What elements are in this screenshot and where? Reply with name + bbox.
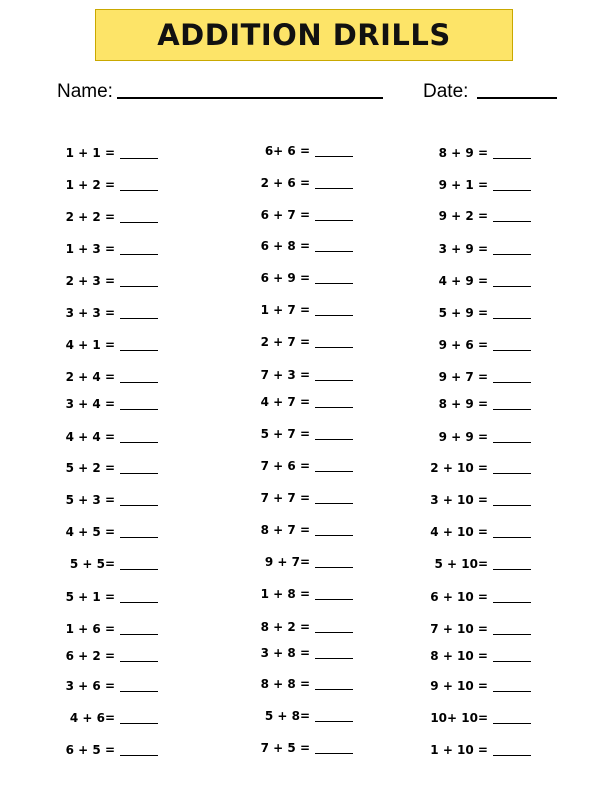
answer-blank[interactable] [120, 634, 158, 635]
answer-blank[interactable] [493, 221, 531, 222]
problem-text: 3 + 3 = [65, 306, 115, 320]
problem-text: 10+ 10= [430, 711, 488, 725]
problem-text: 1 + 2 = [65, 178, 115, 192]
name-label: Name: [57, 81, 113, 102]
answer-blank[interactable] [493, 473, 531, 474]
problem-item [66, 396, 158, 412]
answer-blank[interactable] [315, 721, 353, 722]
problem-item [261, 367, 353, 383]
answer-blank[interactable] [493, 505, 531, 506]
problem-item [66, 678, 158, 694]
problem-item [261, 207, 353, 223]
problem-text: 6 + 8 = [260, 239, 310, 253]
problem-text: 8 + 7 = [260, 523, 310, 537]
problem-text: 1 + 3 = [65, 242, 115, 256]
problem-text: 2 + 6 = [260, 176, 310, 190]
problem-text: 5 + 7 = [260, 427, 310, 441]
problem-item [430, 678, 531, 694]
problem-text: 8 + 9 = [438, 397, 488, 411]
problem-text: 4 + 1 = [65, 338, 115, 352]
answer-blank[interactable] [493, 755, 531, 756]
answer-blank[interactable] [493, 382, 531, 383]
answer-blank[interactable] [315, 188, 353, 189]
problem-text: 7 + 5 = [260, 741, 310, 755]
problem-item [439, 273, 531, 289]
problem-item [265, 143, 353, 159]
answer-blank[interactable] [120, 350, 158, 351]
problem-text: 6 + 5 = [65, 743, 115, 757]
answer-blank[interactable] [315, 380, 353, 381]
problem-item [261, 458, 353, 474]
problem-text: 9 + 10 = [430, 679, 488, 693]
problem-text: 7 + 10 = [430, 622, 488, 636]
problem-item [261, 238, 353, 254]
problem-item [70, 556, 158, 572]
problem-text: 6 + 10 = [430, 590, 488, 604]
answer-blank[interactable] [120, 691, 158, 692]
problem-item [430, 492, 531, 508]
problem-item [430, 648, 531, 664]
problem-item [439, 337, 531, 353]
problem-text: 9 + 9 = [438, 430, 488, 444]
problem-item [66, 241, 158, 257]
problem-text: 4 + 5 = [65, 525, 115, 539]
problem-item [261, 302, 353, 318]
answer-blank[interactable] [315, 658, 353, 659]
problem-text: 5 + 1 = [65, 590, 115, 604]
problem-item [66, 145, 158, 161]
problem-item [66, 305, 158, 321]
answer-blank[interactable] [120, 318, 158, 319]
problem-text: 6 + 9 = [260, 271, 310, 285]
answer-blank[interactable] [120, 382, 158, 383]
answer-blank[interactable] [493, 286, 531, 287]
problem-item [66, 369, 158, 385]
problem-item [430, 524, 531, 540]
answer-blank[interactable] [315, 535, 353, 536]
problem-text: 2 + 7 = [260, 335, 310, 349]
problem-text: 4 + 10 = [430, 525, 488, 539]
problem-item [439, 145, 531, 161]
problem-text: 8 + 10 = [430, 649, 488, 663]
problem-item [439, 305, 531, 321]
problem-text: 3 + 9 = [438, 242, 488, 256]
date-field-line[interactable] [477, 97, 557, 99]
problem-item [430, 460, 531, 476]
problem-text: 1 + 6 = [65, 622, 115, 636]
answer-blank[interactable] [493, 254, 531, 255]
answer-blank[interactable] [120, 286, 158, 287]
answer-blank[interactable] [315, 407, 353, 408]
answer-blank[interactable] [120, 158, 158, 159]
problem-item [66, 648, 158, 664]
problem-item [66, 621, 158, 637]
problem-item [439, 177, 531, 193]
problem-text: 7 + 3 = [260, 368, 310, 382]
problem-text: 2 + 2 = [65, 210, 115, 224]
problem-item [261, 619, 353, 635]
problem-text: 6+ 6 = [264, 144, 310, 158]
problem-text: 5 + 8= [264, 709, 310, 723]
problem-text: 9 + 2 = [438, 209, 488, 223]
date-label: Date: [423, 81, 469, 102]
problem-item [66, 742, 158, 758]
answer-blank[interactable] [120, 442, 158, 443]
problem-text: 4 + 6= [69, 711, 115, 725]
problem-item [261, 586, 353, 602]
answer-blank[interactable] [315, 315, 353, 316]
problem-text: 1 + 8 = [260, 587, 310, 601]
problem-text: 9 + 7= [264, 555, 310, 569]
answer-blank[interactable] [493, 409, 531, 410]
answer-blank[interactable] [315, 347, 353, 348]
problem-item [439, 241, 531, 257]
answer-blank[interactable] [120, 723, 158, 724]
answer-blank[interactable] [120, 254, 158, 255]
answer-blank[interactable] [120, 190, 158, 191]
problem-item [261, 740, 353, 756]
problem-text: 8 + 8 = [260, 677, 310, 691]
problem-item [265, 554, 353, 570]
problem-item [66, 177, 158, 193]
problem-item [430, 742, 531, 758]
problem-text: 5 + 9 = [438, 306, 488, 320]
problem-item [261, 270, 353, 286]
answer-blank[interactable] [493, 569, 531, 570]
problem-item [261, 676, 353, 692]
problem-text: 2 + 10 = [430, 461, 488, 475]
problem-text: 5 + 2 = [65, 461, 115, 475]
answer-blank[interactable] [315, 471, 353, 472]
problem-item [439, 369, 531, 385]
answer-blank[interactable] [120, 569, 158, 570]
problem-text: 3 + 6 = [65, 679, 115, 693]
problem-item [66, 524, 158, 540]
problem-item [70, 710, 158, 726]
problem-text: 1 + 10 = [430, 743, 488, 757]
answer-blank[interactable] [315, 689, 353, 690]
answer-blank[interactable] [120, 222, 158, 223]
problem-item [430, 589, 531, 605]
problem-item [430, 621, 531, 637]
answer-blank[interactable] [493, 350, 531, 351]
problem-item [66, 209, 158, 225]
answer-blank[interactable] [493, 634, 531, 635]
title-banner [95, 9, 513, 61]
problem-item [66, 589, 158, 605]
problem-text: 4 + 7 = [260, 395, 310, 409]
problem-item [66, 337, 158, 353]
problem-text: 8 + 2 = [260, 620, 310, 634]
problem-text: 3 + 10 = [430, 493, 488, 507]
answer-blank[interactable] [120, 755, 158, 756]
problem-text: 2 + 4 = [65, 370, 115, 384]
answer-blank[interactable] [315, 439, 353, 440]
problem-text: 5 + 3 = [65, 493, 115, 507]
answer-blank[interactable] [315, 753, 353, 754]
problem-item [434, 556, 531, 572]
problem-text: 5 + 5= [69, 557, 115, 571]
answer-blank[interactable] [493, 723, 531, 724]
problem-item [439, 429, 531, 445]
answer-blank[interactable] [315, 599, 353, 600]
problem-text: 1 + 1 = [65, 146, 115, 160]
answer-blank[interactable] [315, 632, 353, 633]
problem-item [66, 492, 158, 508]
answer-blank[interactable] [120, 473, 158, 474]
problem-text: 9 + 1 = [438, 178, 488, 192]
answer-blank[interactable] [315, 156, 353, 157]
answer-blank[interactable] [315, 251, 353, 252]
problem-text: 8 + 9 = [438, 146, 488, 160]
problem-text: 4 + 4 = [65, 430, 115, 444]
answer-blank[interactable] [120, 505, 158, 506]
answer-blank[interactable] [493, 318, 531, 319]
problem-item [261, 490, 353, 506]
answer-blank[interactable] [493, 661, 531, 662]
problem-item [261, 175, 353, 191]
answer-blank[interactable] [493, 691, 531, 692]
answer-blank[interactable] [315, 283, 353, 284]
answer-blank[interactable] [493, 190, 531, 191]
problem-text: 9 + 7 = [438, 370, 488, 384]
answer-blank[interactable] [120, 661, 158, 662]
problem-item [261, 426, 353, 442]
problem-text: 2 + 3 = [65, 274, 115, 288]
problem-item [261, 334, 353, 350]
problem-text: 9 + 6 = [438, 338, 488, 352]
answer-blank[interactable] [120, 409, 158, 410]
problem-item [66, 273, 158, 289]
problem-text: 5 + 10= [434, 557, 488, 571]
answer-blank[interactable] [315, 503, 353, 504]
name-field-line[interactable] [117, 97, 383, 99]
problem-text: 7 + 7 = [260, 491, 310, 505]
problem-item [430, 710, 531, 726]
answer-blank[interactable] [315, 220, 353, 221]
page-title: ADDITION DRILLS [157, 18, 451, 52]
problem-item [66, 429, 158, 445]
problem-text: 4 + 9 = [438, 274, 488, 288]
answer-blank[interactable] [493, 442, 531, 443]
problem-text: 1 + 7 = [260, 303, 310, 317]
problem-item [265, 708, 353, 724]
problem-item [261, 522, 353, 538]
problem-item [439, 208, 531, 224]
problem-text: 3 + 8 = [260, 646, 310, 660]
problem-item [439, 396, 531, 412]
answer-blank[interactable] [120, 602, 158, 603]
problem-item [261, 645, 353, 661]
answer-blank[interactable] [493, 158, 531, 159]
answer-blank[interactable] [493, 537, 531, 538]
problem-item [261, 394, 353, 410]
answer-blank[interactable] [493, 602, 531, 603]
problem-text: 7 + 6 = [260, 459, 310, 473]
problem-item [66, 460, 158, 476]
answer-blank[interactable] [315, 567, 353, 568]
problem-text: 6 + 2 = [65, 649, 115, 663]
problem-text: 3 + 4 = [65, 397, 115, 411]
answer-blank[interactable] [120, 537, 158, 538]
problem-text: 6 + 7 = [260, 208, 310, 222]
